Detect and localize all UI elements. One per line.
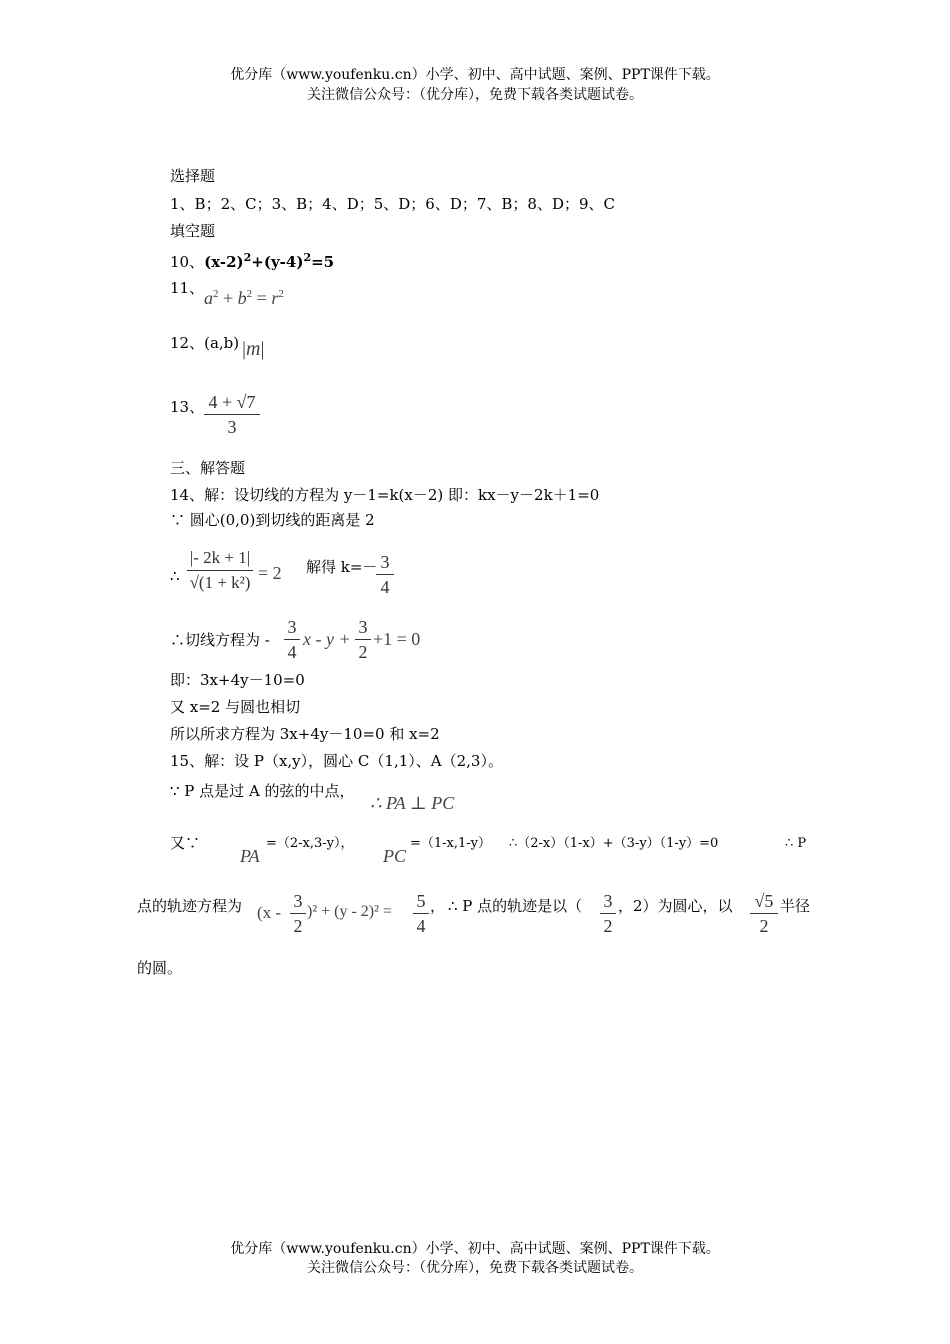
q15-pc-val: =（1-x,1-y） — [410, 836, 492, 851]
q13-fraction — [204, 392, 260, 437]
q14-eq-2: = 2 — [258, 563, 282, 583]
q11-exp-2: 2 — [246, 288, 253, 300]
q11-eq: = — [252, 288, 272, 308]
q15-traj-label: 点的轨迹方程为 — [137, 897, 243, 915]
q15-c-den: 2 — [603, 916, 613, 936]
q14-t-fraction-2 — [355, 617, 371, 662]
fraction-bar — [204, 414, 260, 415]
q15-traj-f: 半径 — [780, 897, 811, 915]
header-line-2: 关注微信公众号：（优分库），免费下载各类试题试卷。 — [307, 87, 643, 103]
q15-you: 又∵ — [170, 834, 201, 852]
q11-label: 11、 — [170, 279, 205, 297]
q15-pa-label: PA — [240, 846, 260, 866]
q11-exp-3: 2 — [278, 288, 284, 300]
fraction-bar — [413, 913, 429, 914]
q15-traj-a: (x - — [257, 903, 282, 922]
q14-k-fraction — [376, 552, 394, 597]
q14-line-you: 又 x=2 与圆也相切 — [170, 698, 301, 716]
q13-label: 13、 — [170, 398, 205, 416]
q15-perp: ∴ PA ⊥ PC — [370, 793, 455, 813]
q15-traj-fraction-1 — [290, 891, 306, 936]
q15-traj-e: ，2）为圆心，以 — [618, 897, 733, 915]
q14-tangent-label: ∴切线方程为 - — [170, 631, 270, 649]
q14-t-mid: x - y + — [303, 629, 351, 649]
q13-den: 3 — [227, 417, 237, 437]
q15-end: 的圆。 — [137, 959, 183, 977]
q15-traj-num-2: 5 — [416, 891, 426, 911]
q15-traj-b: )² + (y - 2)² = — [307, 903, 392, 920]
q15-p: ∴ P — [785, 836, 807, 851]
section-fill-title: 填空题 — [170, 222, 216, 240]
q14-k-den: 4 — [380, 577, 390, 597]
q11-exp-1: 2 — [213, 288, 219, 300]
q10-expr-c: =5 — [311, 253, 335, 271]
fraction-bar — [750, 913, 778, 914]
q14-t-fraction-1 — [284, 617, 300, 662]
footer-line-1: 优分库（www.youfenku.cn）小学、初中、高中试题、案例、PPT课件下载。 — [230, 1241, 720, 1257]
q14-distance-fraction — [187, 548, 253, 593]
header-line-1: 优分库（www.youfenku.cn）小学、初中、高中试题、案例、PPT课件下载。 — [230, 67, 720, 83]
section-choice-title: 选择题 — [170, 167, 216, 185]
q15-pa-val: =（2-x,3-y）， — [266, 836, 354, 851]
q15-traj-den-1: 2 — [293, 916, 303, 936]
q14-t-den-1: 4 — [287, 642, 297, 662]
q15-pc-label: PC — [383, 846, 407, 866]
q14-line-1: 14、解：设切线的方程为 y－1=k(x－2) 即：kx－y－2k＋1=0 — [170, 486, 600, 504]
q14-frac-den: √(1 + k²) — [189, 573, 251, 592]
choice-answers: 1、B；2、C；3、B；4、D；5、D；6、D；7、B；8、D；9、C — [170, 195, 616, 213]
q15-traj-num-1: 3 — [293, 891, 303, 911]
fraction-bar — [355, 639, 371, 640]
q14-t-num-2: 3 — [358, 617, 368, 637]
q14-k-num: 3 — [380, 552, 390, 572]
q10-exp-1: 2 — [243, 251, 252, 264]
q14-frac-num: |- 2k + 1| — [189, 548, 251, 567]
q11-r: r — [271, 288, 279, 308]
section-solve-title: 三、解答题 — [170, 459, 246, 477]
q15-traj-c: ， — [430, 897, 446, 915]
fraction-bar — [290, 913, 306, 914]
q11-b: b — [237, 288, 247, 308]
q15-dot-product: ∴（2-x）（1-x）+（3-y）（1-y）=0 — [509, 836, 719, 851]
footer-line-2: 关注微信公众号：（优分库），免费下载各类试题试卷。 — [307, 1260, 643, 1276]
q14-t-end: +1 = 0 — [373, 629, 421, 649]
fraction-bar — [376, 574, 394, 575]
q14-t-num-1: 3 — [287, 617, 297, 637]
q10-exp-2: 2 — [303, 251, 312, 264]
q10-label: 10、 — [170, 253, 205, 271]
fraction-bar — [187, 570, 253, 571]
q14-line-2: ∵ 圆心(0,0)到切线的距离是 2 — [170, 511, 375, 529]
q10-expr-b: +(y-4) — [251, 253, 304, 271]
q14-solve-label: 解得 k=－ — [306, 558, 378, 576]
q11-plus: + — [218, 288, 238, 308]
q15-c-num: 3 — [603, 891, 613, 911]
q14-therefore: ∴ — [170, 567, 180, 585]
q13-num: 4 + √7 — [208, 392, 256, 412]
fraction-bar — [600, 913, 616, 914]
q10-answer — [170, 248, 334, 272]
q15-line-2: ∵ P 点是过 A 的弦的中点， — [170, 782, 355, 800]
q11-a: a — [204, 288, 213, 308]
q14-line-ji: 即：3x+4y－10=0 — [170, 671, 305, 689]
q15-r-num: √5 — [754, 891, 774, 911]
q12-abs-m: |m| — [242, 338, 265, 360]
q11-expr — [204, 288, 284, 309]
q15-traj-d: ∴ P 点的轨迹是以（ — [448, 897, 583, 915]
q14-line-final: 所以所求方程为 3x+4y－10=0 和 x=2 — [170, 725, 440, 743]
q10-expr-a: (x-2) — [204, 253, 244, 271]
fraction-bar — [284, 639, 300, 640]
q15-r-den: 2 — [759, 916, 769, 936]
q15-traj-fraction-2 — [413, 891, 429, 936]
q15-line-1: 15、解：设 P（x,y），圆心 C（1,1）、A（2,3）。 — [170, 752, 503, 770]
q14-t-den-2: 2 — [358, 642, 368, 662]
q15-center-fraction — [600, 891, 616, 936]
q12-m: m — [246, 338, 261, 360]
q12-label: 12、(a,b) — [170, 334, 240, 352]
q15-traj-den-2: 4 — [416, 916, 426, 936]
q15-radius-fraction — [750, 891, 778, 936]
